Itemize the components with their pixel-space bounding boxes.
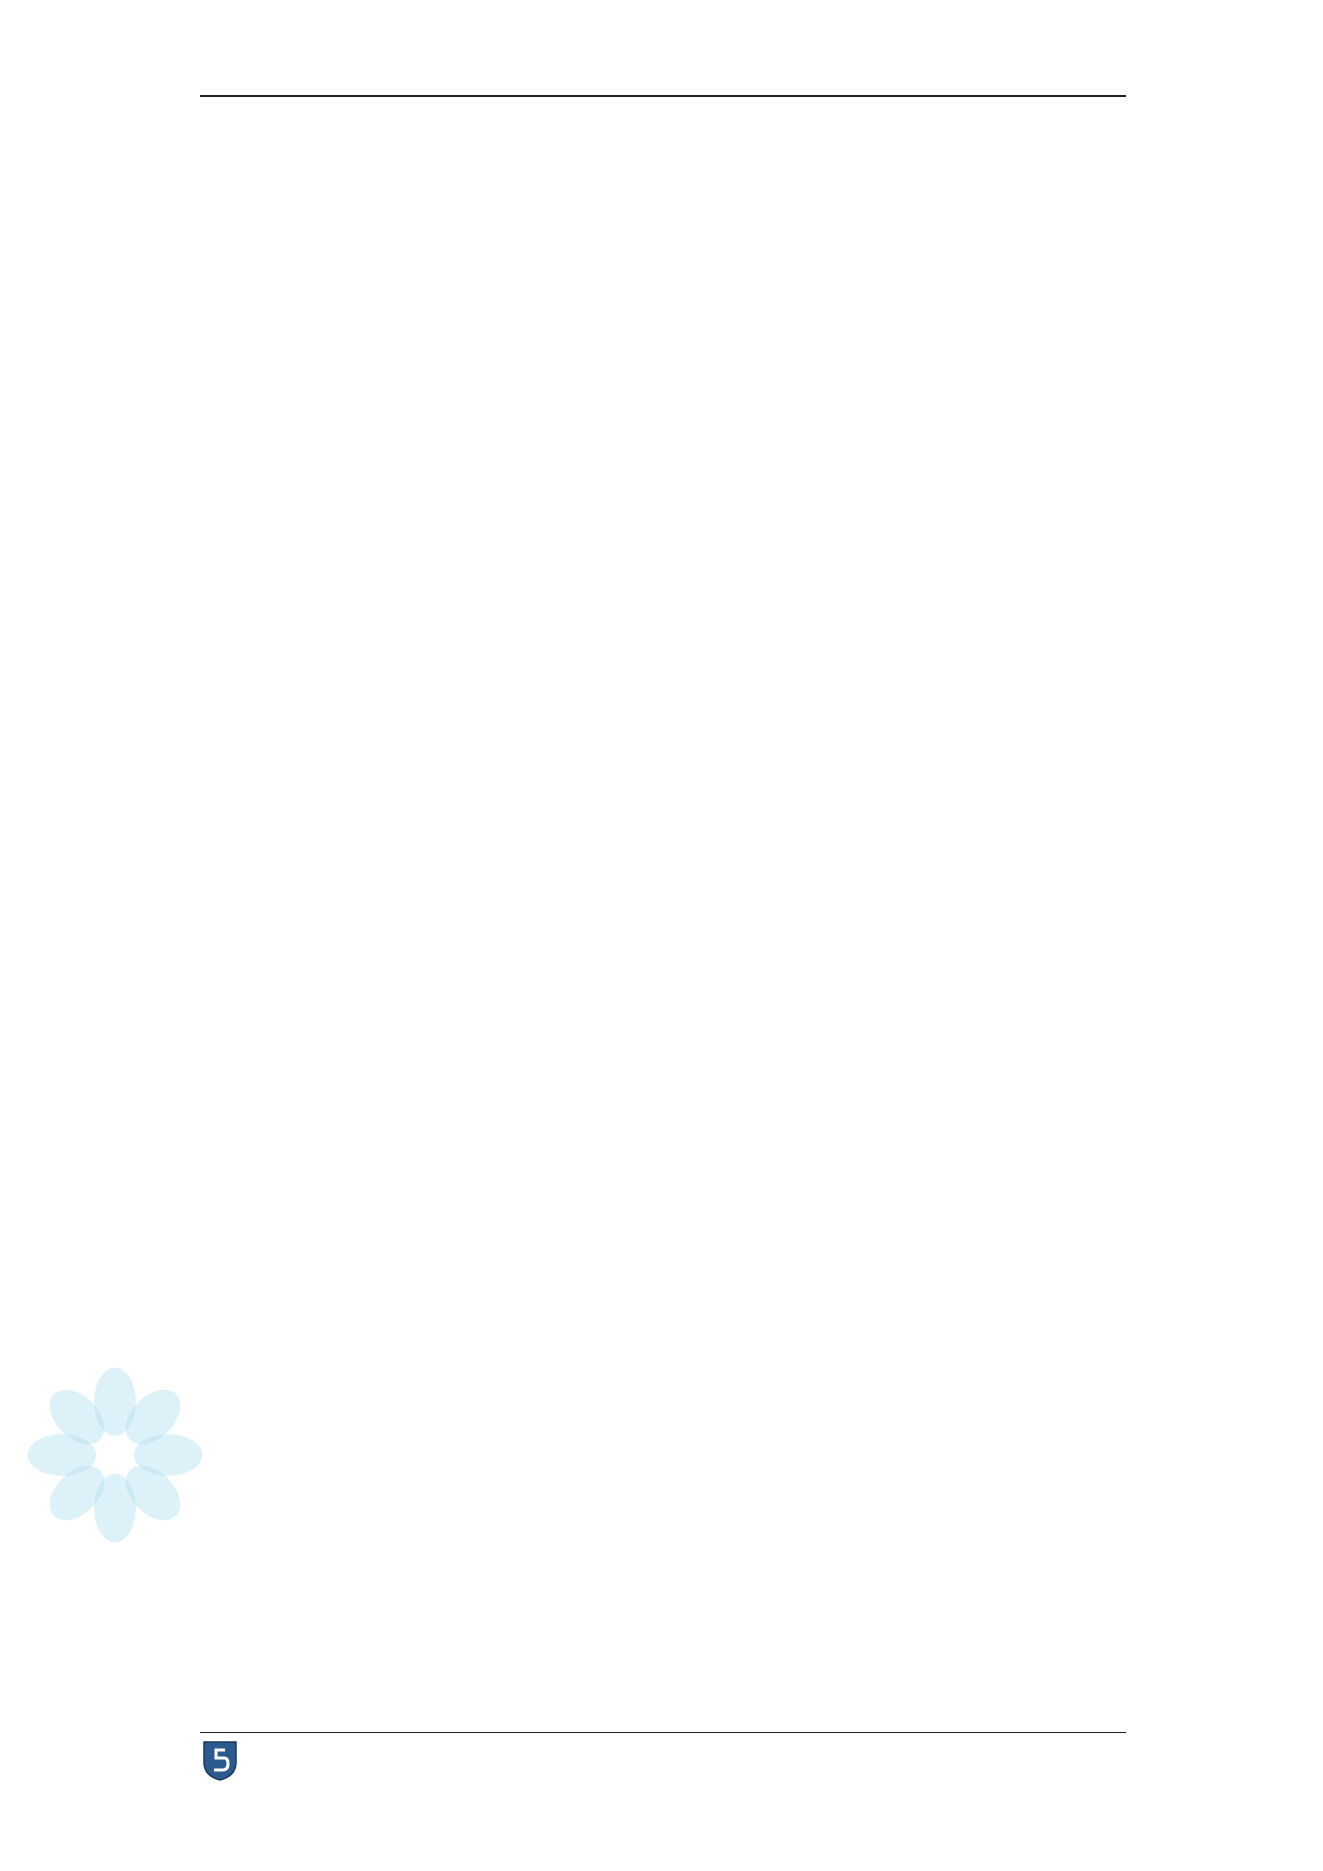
watermark-flower-icon bbox=[20, 1360, 210, 1550]
header-divider bbox=[200, 95, 1126, 97]
company-logo-icon bbox=[200, 1738, 240, 1782]
document-body bbox=[200, 136, 1126, 148]
page-header bbox=[200, 92, 1126, 97]
page-footer bbox=[200, 1732, 1126, 1792]
footer-divider bbox=[200, 1732, 1126, 1733]
